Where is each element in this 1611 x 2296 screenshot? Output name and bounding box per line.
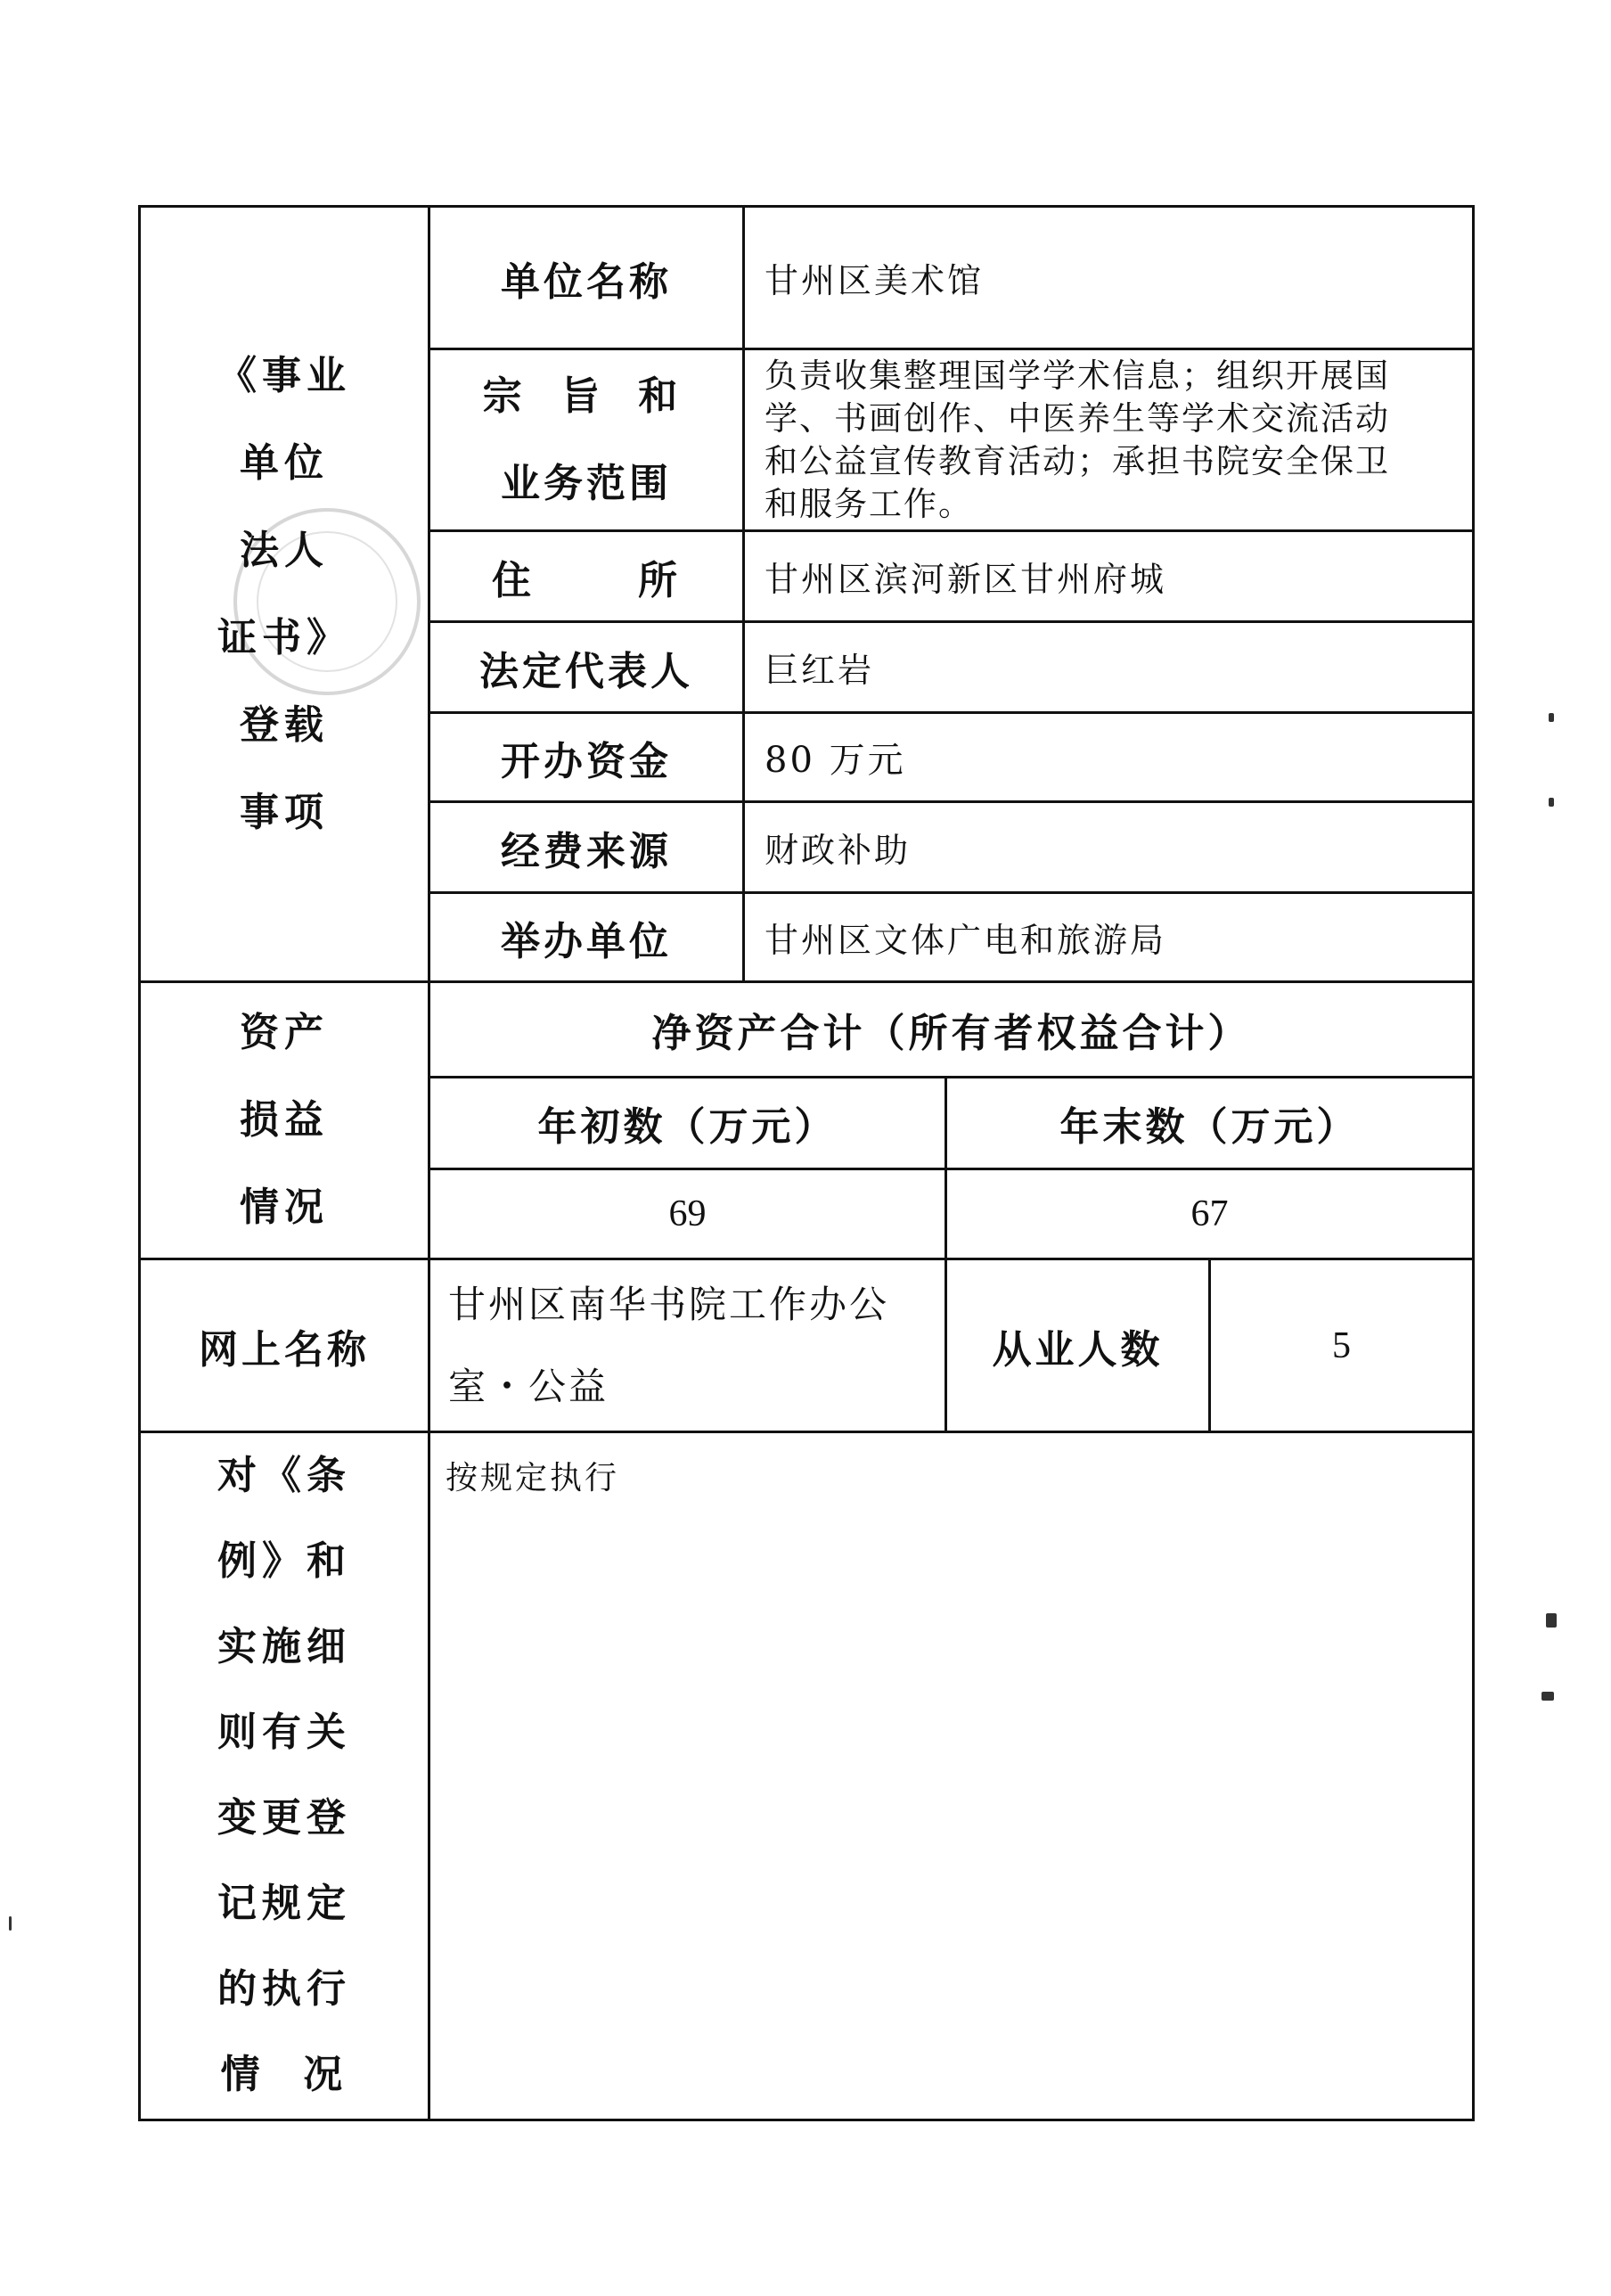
legal-representative-label: 法定代表人 — [479, 648, 693, 694]
registration-header — [141, 208, 428, 980]
startup-capital-label: 开办资金 — [501, 738, 672, 784]
staff-count-value: 5 — [1332, 1324, 1351, 1366]
scan-speck — [1546, 1613, 1557, 1628]
funding-source-value: 财政补助 — [765, 831, 912, 870]
scan-speck — [9, 1916, 12, 1931]
scan-speck — [1541, 1692, 1554, 1701]
year-start-header: 年初数（万元） — [537, 1104, 838, 1150]
registration-header-text: 《事业 单位 法人 证书》 登载 事项 — [217, 352, 351, 835]
address-label: 住 所 — [492, 557, 681, 603]
year-end-value: 67 — [1190, 1193, 1229, 1234]
scan-speck — [1549, 713, 1554, 722]
assets-header: 资产 损益 情况 — [240, 1010, 329, 1230]
compliance-header: 对《条 例》和 实施细 则有关 变更登 记规定 的执行 情 况 — [217, 1453, 351, 2097]
funding-source-label: 经费来源 — [501, 828, 672, 874]
net-assets-title: 净资产合计（所有者权益合计） — [651, 1011, 1251, 1056]
unit-name-value: 甘州区美术馆 — [765, 261, 985, 300]
compliance-value: 按规定执行 — [446, 1460, 620, 1496]
year-end-header: 年末数（万元） — [1059, 1104, 1360, 1150]
online-name-label: 网上名称 — [199, 1326, 370, 1373]
startup-capital-value: 80 万元 — [765, 740, 906, 781]
year-start-value: 69 — [668, 1193, 707, 1234]
frame-bottom-border — [138, 2119, 1475, 2121]
purpose-scope-value: 负责收集整理国学学术信息；组织开展国 学、书画创作、中医养生等学术交流活动 和公益宣传教育活动；承担书院安全保卫 和服务工作。 — [765, 356, 1390, 523]
online-name-value: 甘州区南华书院工作办公 室・公益 — [448, 1282, 890, 1408]
sponsor-unit-label: 举办单位 — [501, 918, 672, 964]
frame-right-border — [1472, 205, 1475, 2121]
purpose-scope-label: 宗 旨 和 业务范围 — [482, 373, 691, 506]
legal-representative-value: 巨红岩 — [765, 651, 875, 690]
scan-speck — [1549, 798, 1554, 807]
staff-count-label: 从业人数 — [992, 1326, 1164, 1373]
address-value: 甘州区滨河新区甘州府城 — [765, 560, 1167, 599]
sponsor-unit-value: 甘州区文体广电和旅游局 — [765, 921, 1167, 960]
unit-name-label: 单位名称 — [501, 258, 672, 305]
